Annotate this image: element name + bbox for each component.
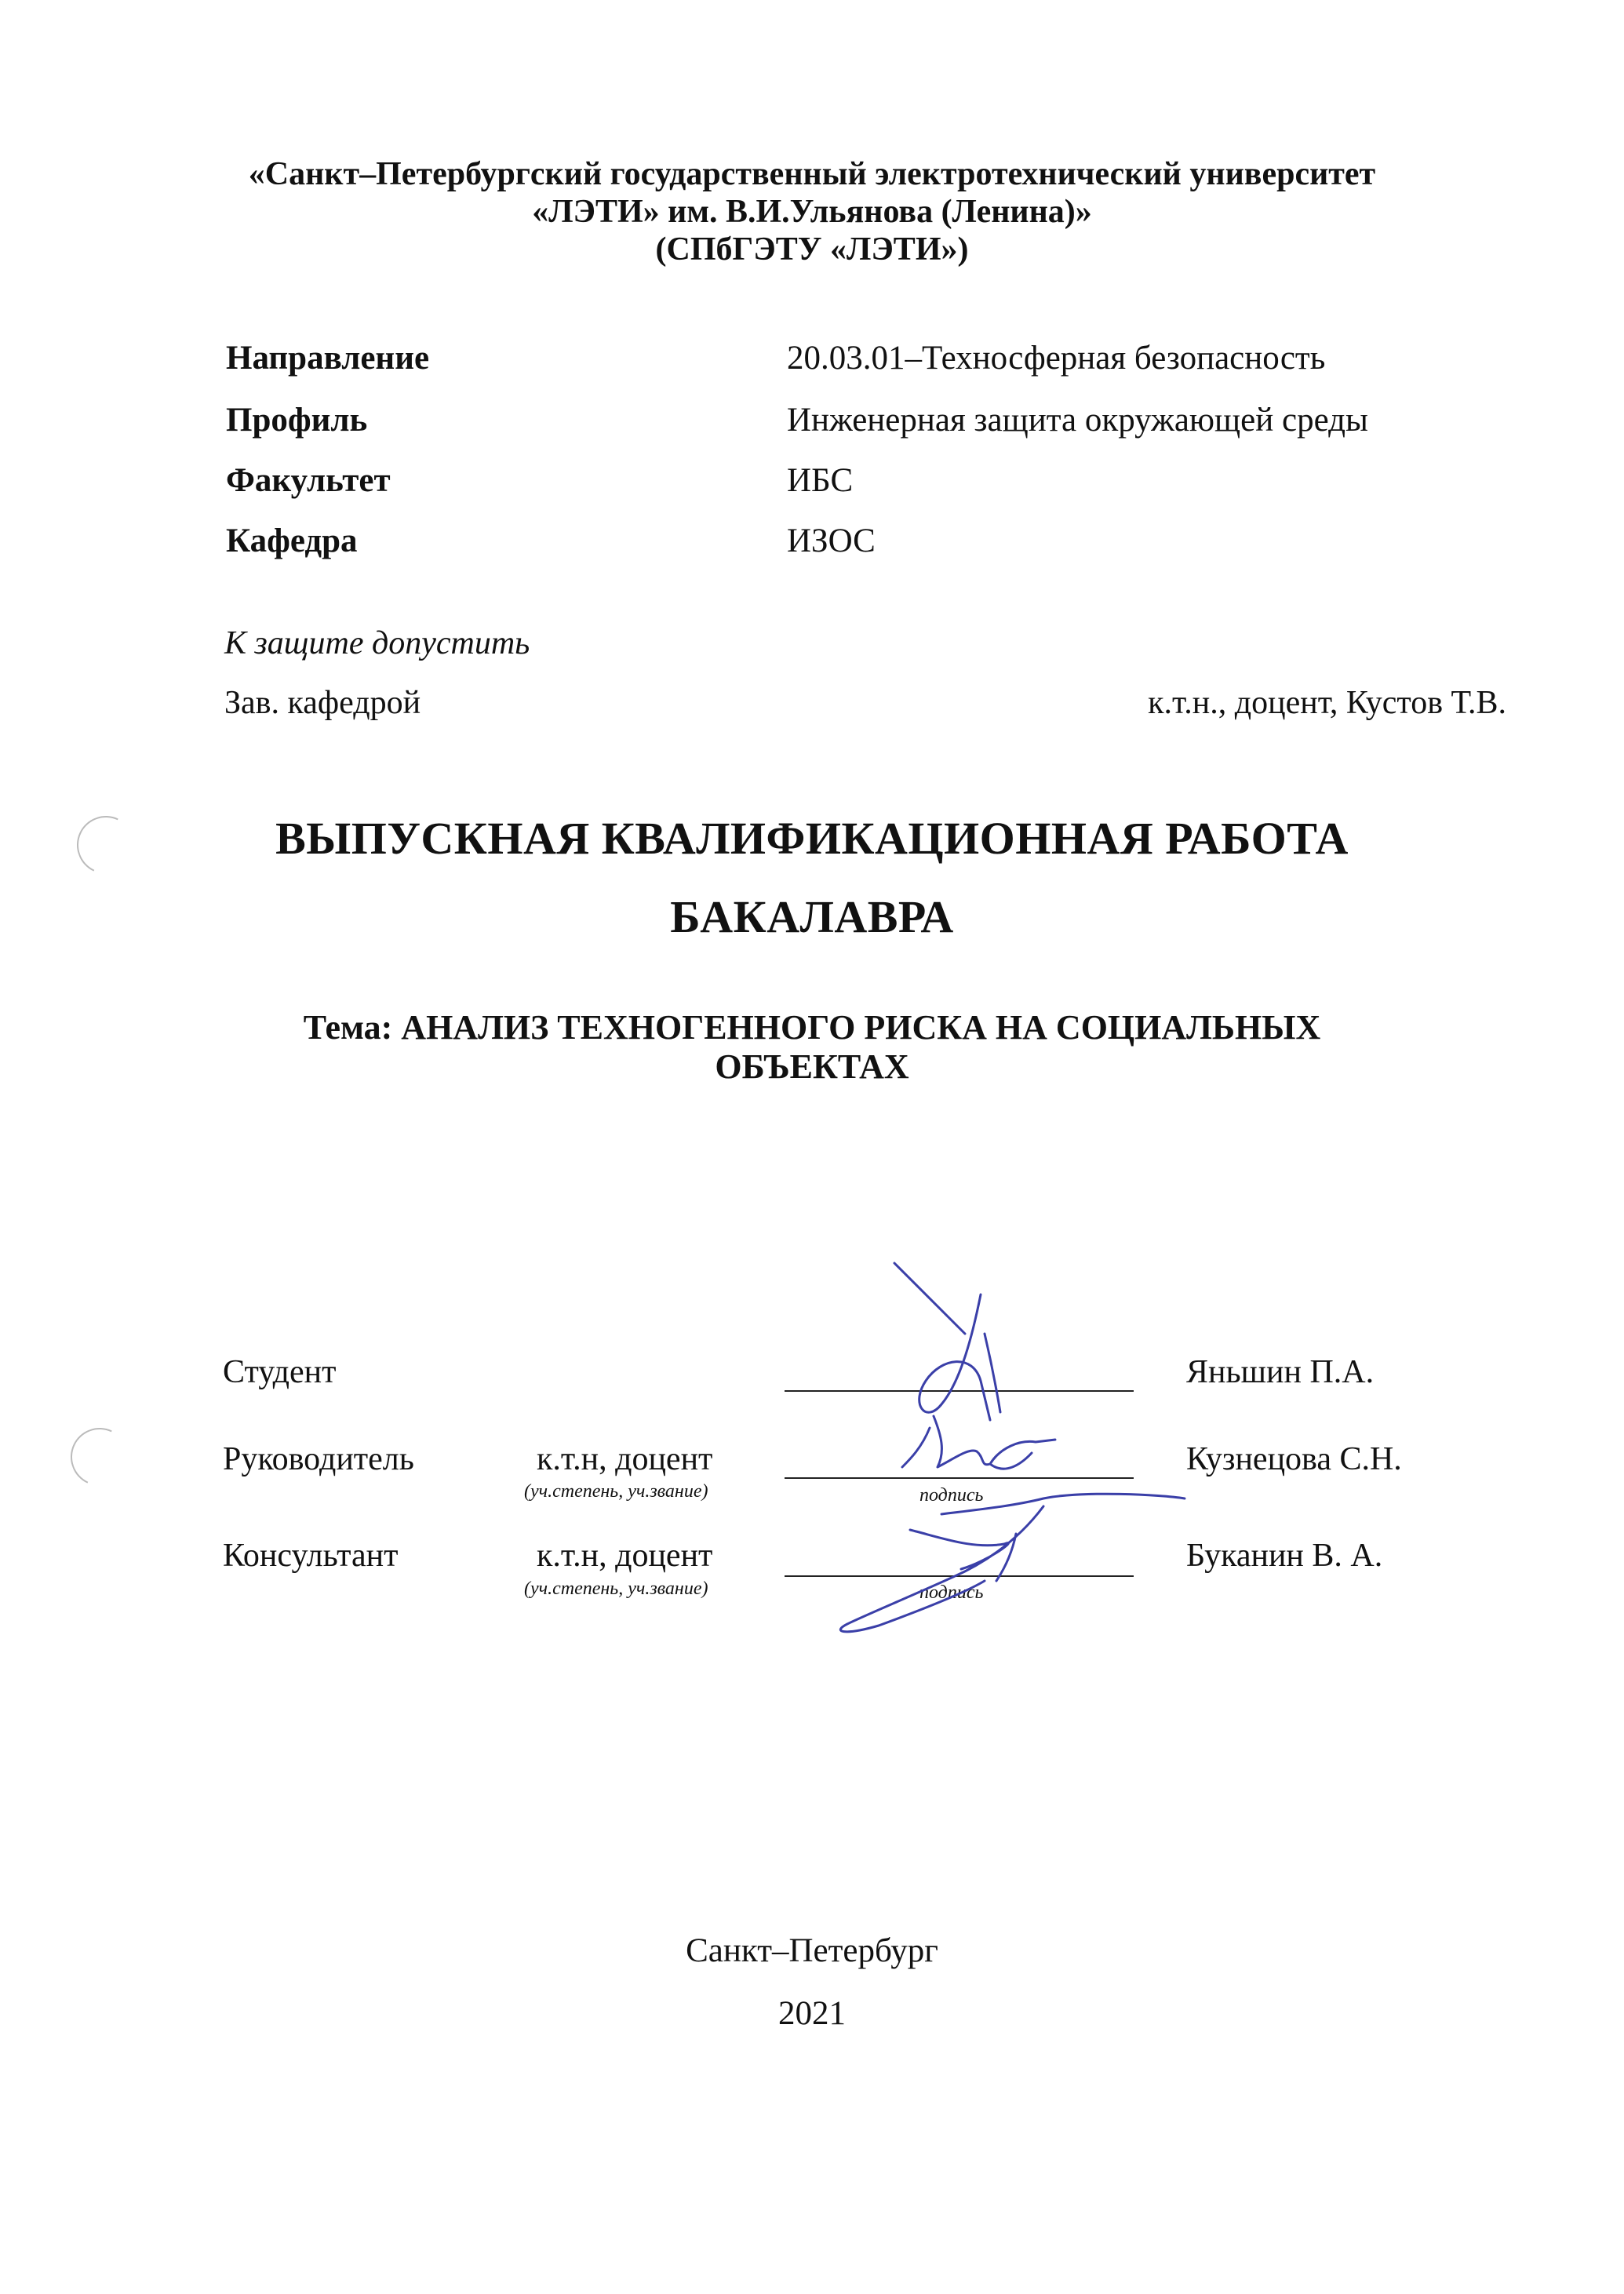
student-signature <box>894 1263 1000 1420</box>
university-name-line1: «Санкт–Петербургский государственный электротехнический университет <box>248 156 1376 192</box>
topic-line1: Тема: АНАЛИЗ ТЕХНОГЕННОГО РИСКА НА СОЦИАЛЬНЫХ <box>303 1008 1321 1047</box>
department-label: Кафедра <box>226 523 358 559</box>
student-name: Яньшин П.А. <box>1186 1354 1375 1390</box>
department-value: ИЗОС <box>787 523 876 559</box>
profile-label: Профиль <box>226 402 368 439</box>
profile-value: Инженерная защита окружающей среды <box>787 402 1368 439</box>
consultant-rank: к.т.н, доцент <box>537 1538 713 1574</box>
work-title-line2: БАКАЛАВРА <box>670 891 954 942</box>
supervisor-role: Руководитель <box>223 1441 414 1477</box>
consultant-name: Буканин В. А. <box>1186 1538 1383 1574</box>
head-of-department-name: к.т.н., доцент, Кустов Т.В. <box>1148 685 1506 721</box>
faculty-value: ИБС <box>787 462 854 499</box>
city: Санкт–Петербург <box>686 1932 938 1969</box>
topic-line2: ОБЪЕКТАХ <box>715 1047 909 1086</box>
year: 2021 <box>778 1995 846 2032</box>
consultant-rank-hint: (уч.степень, уч.звание) <box>524 1578 708 1599</box>
university-name-line2: «ЛЭТИ» им. В.И.Ульянова (Ленина)» <box>532 194 1092 230</box>
work-title-line1: ВЫПУСКНАЯ КВАЛИФИКАЦИОННАЯ РАБОТА <box>275 813 1349 864</box>
consultant-sign-hint: подпись <box>919 1582 984 1603</box>
supervisor-sign-hint: подпись <box>919 1485 984 1506</box>
head-of-department-label: Зав. кафедрой <box>224 685 421 721</box>
direction-label: Направление <box>226 340 430 377</box>
approval-note: К защите допустить <box>224 625 530 661</box>
faculty-label: Факультет <box>226 462 391 499</box>
consultant-role: Консультант <box>223 1538 399 1574</box>
supervisor-rank: к.т.н, доцент <box>537 1441 713 1477</box>
supervisor-signature <box>902 1416 1055 1469</box>
consultant-signature <box>840 1494 1185 1632</box>
university-abbrev: (СПбГЭТУ «ЛЭТИ») <box>655 231 969 268</box>
student-role: Студент <box>223 1354 337 1390</box>
direction-value: 20.03.01–Техносферная безопасность <box>787 340 1326 377</box>
supervisor-name: Кузнецова С.Н. <box>1186 1441 1402 1477</box>
supervisor-rank-hint: (уч.степень, уч.звание) <box>524 1481 708 1502</box>
